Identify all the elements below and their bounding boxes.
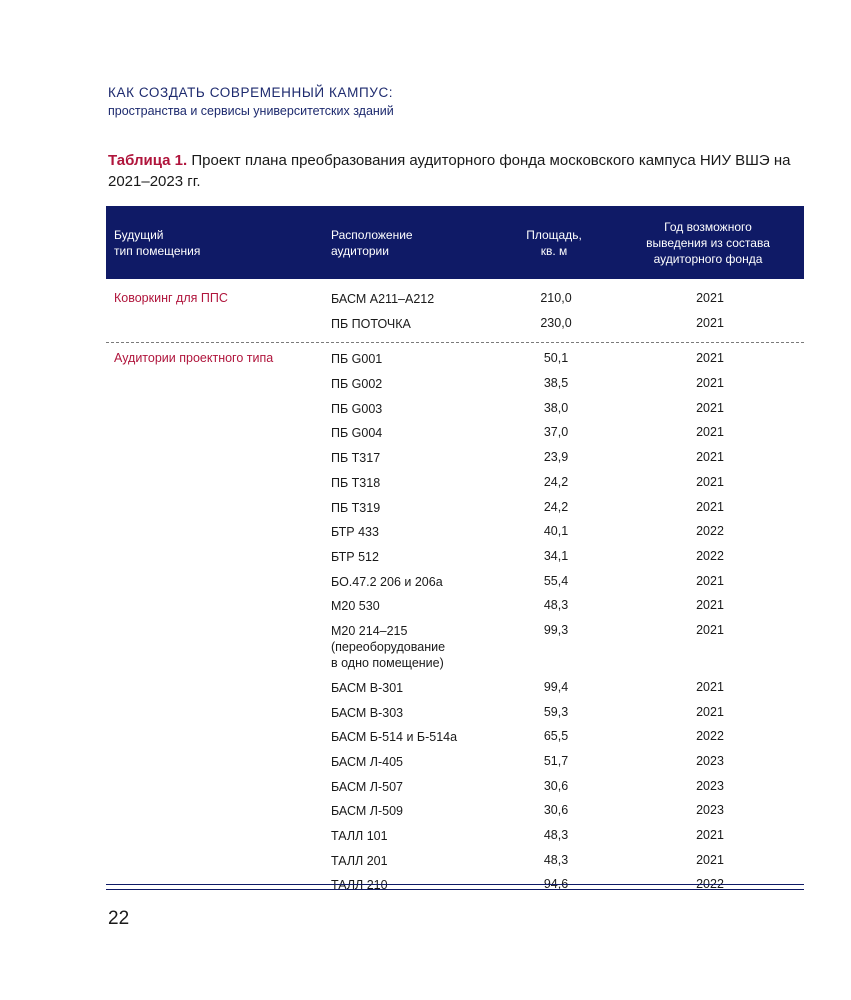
group-label: Аудитории проектного типа [114, 351, 274, 366]
location-cell: ПБ G003 [331, 401, 383, 416]
year-cell: 2021 [696, 852, 724, 867]
table-row [106, 349, 804, 374]
year-cell: 2021 [696, 704, 724, 719]
table-row [106, 374, 804, 399]
data-table [106, 206, 804, 900]
year-cell: 2021 [696, 573, 724, 588]
location-cell: БАСМ А211–А212 [331, 292, 435, 306]
location-cell: БТР 512 [331, 549, 379, 564]
year-cell: 2023 [696, 778, 724, 793]
table-caption-label: Таблица 1. [108, 152, 188, 169]
group-label: Коворкинг для ППС [114, 291, 228, 305]
header-area: Площадь, кв. м [526, 227, 582, 258]
location-cell: БАСМ Л-509 [331, 804, 403, 819]
area-cell: 55,4 [543, 573, 569, 588]
area-cell: 38,5 [543, 376, 569, 391]
area-cell: 94,6 [543, 877, 569, 892]
location-cell: БАСМ Л-507 [331, 779, 403, 794]
year-cell: 2021 [696, 291, 724, 305]
running-head-subtitle: пространства и сервисы университетских зданий [108, 104, 394, 118]
table-row [106, 522, 804, 547]
location-cell: ПБ Т319 [331, 500, 381, 515]
year-cell: 2021 [696, 598, 724, 613]
area-cell: 230,0 [540, 315, 572, 330]
location-cell: ТАЛЛ 210 [331, 878, 388, 893]
table-row [106, 621, 804, 678]
location-cell: ПБ Т318 [331, 475, 381, 490]
table-row [106, 752, 804, 777]
year-cell: 2022 [696, 729, 724, 744]
table-caption-text: Проект плана преобразования аудиторного фонда московского кампуса НИУ ВШЭ на 2021–2023 гг. [108, 152, 791, 190]
location-cell: ПБ Т317 [331, 451, 381, 466]
table-row [106, 801, 804, 826]
area-cell: 48,3 [543, 598, 569, 613]
header-location: Расположение аудитории [331, 227, 413, 258]
location-cell: ПБ G001 [331, 352, 383, 367]
year-cell: 2022 [696, 548, 724, 563]
table-row [106, 703, 804, 728]
location-cell: ТАЛЛ 101 [331, 829, 388, 844]
area-cell: 51,7 [543, 754, 569, 768]
area-cell: 37,0 [543, 425, 569, 440]
running-head-title: КАК СОЗДАТЬ СОВРЕМЕННЫЙ КАМПУС: [108, 85, 394, 100]
year-cell: 2021 [696, 351, 724, 366]
area-cell: 65,5 [543, 729, 569, 744]
area-cell: 50,1 [543, 351, 569, 366]
area-cell: 210,0 [540, 291, 572, 305]
table-group [106, 343, 804, 900]
location-cell: БАСМ В-301 [331, 680, 404, 695]
area-cell: 24,2 [543, 474, 569, 489]
area-cell: 24,2 [543, 499, 569, 514]
location-cell: М20 214–215 (переоборудование в одно помещение) [331, 623, 446, 670]
year-cell: 2022 [696, 877, 724, 892]
table-row [106, 423, 804, 448]
location-cell: ТАЛЛ 201 [331, 853, 388, 868]
area-cell: 30,6 [543, 803, 569, 818]
area-cell: 38,0 [543, 400, 569, 415]
table-row [106, 777, 804, 802]
year-cell: 2021 [696, 679, 724, 694]
area-cell: 99,3 [543, 622, 569, 637]
year-cell: 2021 [696, 315, 724, 330]
table-caption [108, 150, 808, 192]
area-cell: 48,3 [543, 828, 569, 843]
running-head [108, 84, 808, 120]
location-cell: БТР 433 [331, 525, 379, 540]
area-cell: 99,4 [543, 679, 569, 694]
location-cell: БАСМ Б-514 и Б-514а [331, 730, 458, 745]
area-cell: 48,3 [543, 852, 569, 867]
table-row [106, 473, 804, 498]
table-row [106, 547, 804, 572]
table-row [106, 826, 804, 851]
year-cell: 2023 [696, 754, 724, 768]
location-cell: ПБ G004 [331, 426, 383, 441]
table-row [106, 851, 804, 876]
table-row [106, 498, 804, 523]
location-cell: ПБ ПОТОЧКА [331, 316, 411, 331]
table-body [106, 279, 804, 900]
page-number: 22 [108, 908, 130, 929]
year-cell: 2021 [696, 400, 724, 415]
table-row [106, 572, 804, 597]
table-row [106, 399, 804, 424]
area-cell: 59,3 [543, 704, 569, 719]
area-cell: 23,9 [543, 450, 569, 465]
table-row [106, 448, 804, 473]
location-cell: БО.47.2 206 и 206а [331, 574, 443, 589]
area-cell: 34,1 [543, 548, 569, 563]
table-bottom-rule [106, 884, 804, 890]
header-room-type: Будущий тип помещения [114, 227, 201, 258]
year-cell: 2022 [696, 524, 724, 539]
area-cell: 40,1 [543, 524, 569, 539]
location-cell: БАСМ В-303 [331, 705, 404, 720]
area-cell: 30,6 [543, 778, 569, 793]
year-cell: 2021 [696, 474, 724, 489]
header-year: Год возможного выведения из состава аудиторного фонда [646, 219, 770, 266]
year-cell: 2021 [696, 499, 724, 514]
year-cell: 2021 [696, 828, 724, 843]
year-cell: 2021 [696, 376, 724, 391]
table-row [106, 289, 804, 314]
location-cell: БАСМ Л-405 [331, 755, 403, 769]
table-row [106, 727, 804, 752]
year-cell: 2021 [696, 450, 724, 465]
location-cell: ПБ G002 [331, 377, 383, 392]
table-row [106, 678, 804, 703]
location-cell: М20 530 [331, 599, 380, 614]
year-cell: 2023 [696, 803, 724, 818]
year-cell: 2021 [696, 622, 724, 637]
table-group [106, 279, 804, 338]
table-header [106, 206, 804, 279]
year-cell: 2021 [696, 425, 724, 440]
table-row [106, 314, 804, 339]
table-row [106, 596, 804, 621]
